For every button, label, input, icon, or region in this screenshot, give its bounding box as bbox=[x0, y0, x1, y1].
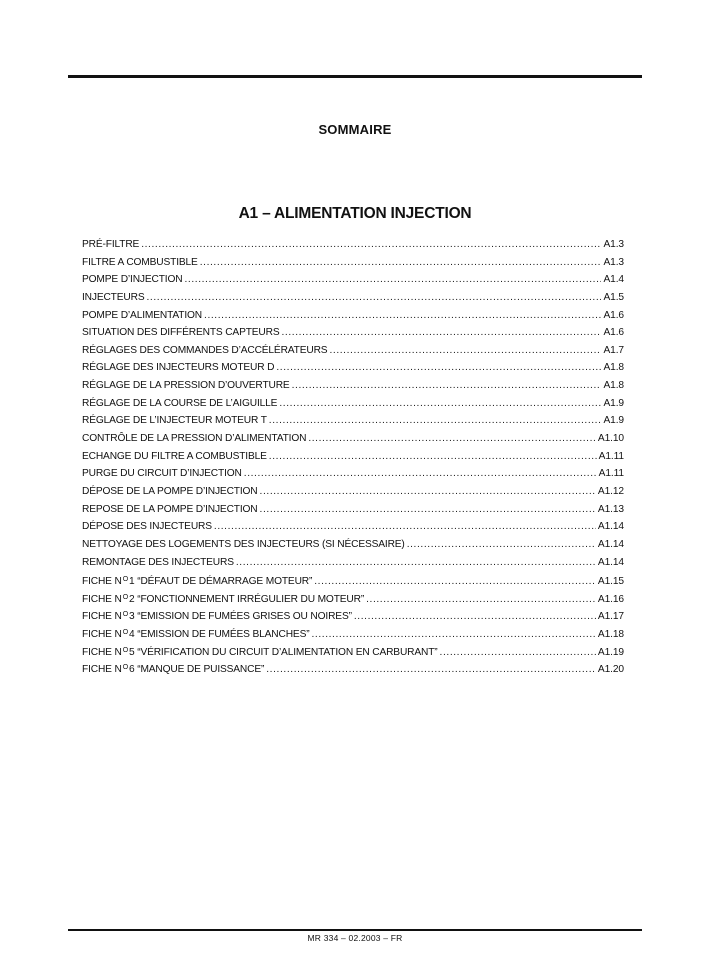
toc-entry-text: FILTRE A COMBUSTIBLE bbox=[82, 256, 198, 268]
toc-entry[interactable] bbox=[82, 307, 624, 325]
toc-entry-label bbox=[82, 483, 258, 501]
toc-entry-text: 3 “EMISSION DE FUMÉES GRISES OU NOIRES” bbox=[129, 611, 352, 623]
toc-entry-page: A1.8 bbox=[603, 380, 624, 392]
toc-entry-label bbox=[82, 430, 306, 448]
toc-entry-page: A1.9 bbox=[603, 415, 624, 427]
toc-entry-page: A1.17 bbox=[597, 611, 624, 623]
toc-entry-page: A1.11 bbox=[598, 450, 624, 462]
toc-entry[interactable] bbox=[82, 554, 624, 572]
toc-entry-label bbox=[82, 236, 139, 254]
toc-entry-text: POMPE D’ALIMENTATION bbox=[82, 309, 203, 321]
toc-entry-page: A1.14 bbox=[597, 538, 624, 550]
toc-entry-prefix: FICHE N bbox=[82, 664, 122, 676]
toc-entry[interactable] bbox=[82, 518, 624, 536]
toc-entry-text: RÉGLAGE DES INJECTEURS MOTEUR D bbox=[82, 362, 275, 374]
toc-entry-text: RÉGLAGE DE LA PRESSION D’OUVERTURE bbox=[82, 380, 290, 392]
table-of-contents bbox=[82, 236, 624, 677]
section-title: A1 – ALIMENTATION INJECTION bbox=[238, 205, 472, 222]
toc-dot-leader bbox=[269, 448, 597, 466]
toc-entry-text: 1 “DÉFAUT DE DÉMARRAGE MOTEUR” bbox=[129, 576, 313, 588]
toc-entry-page: A1.15 bbox=[597, 576, 624, 588]
toc-entry-number-sign: O bbox=[122, 576, 128, 584]
toc-entry-page: A1.5 bbox=[603, 291, 624, 303]
toc-dot-leader bbox=[276, 359, 601, 377]
toc-entry-label bbox=[82, 448, 267, 466]
footer-rule bbox=[68, 929, 642, 931]
toc-entry-page: A1.20 bbox=[597, 664, 624, 676]
toc-entry-text: CONTRÔLE DE LA PRESSION D’ALIMENTATION bbox=[82, 433, 307, 445]
toc-entry-text: 6 “MANQUE DE PUISSANCE” bbox=[129, 664, 265, 676]
toc-entry[interactable] bbox=[82, 342, 624, 360]
toc-entry-label bbox=[82, 377, 290, 395]
toc-entry-text: PURGE DU CIRCUIT D’INJECTION bbox=[82, 468, 242, 480]
toc-entry-label bbox=[82, 536, 405, 554]
toc-dot-leader bbox=[200, 254, 602, 272]
toc-entry-page: A1.6 bbox=[603, 327, 624, 339]
toc-entry-text: 2 “FONCTIONNEMENT IRRÉGULIER DU MOTEUR” bbox=[129, 593, 365, 605]
toc-entry[interactable] bbox=[82, 501, 624, 519]
toc-entry[interactable] bbox=[82, 271, 624, 289]
toc-entry-label bbox=[82, 342, 327, 360]
toc-entry[interactable] bbox=[82, 324, 624, 342]
toc-entry-page: A1.14 bbox=[597, 521, 624, 533]
toc-entry-text: DÉPOSE DE LA POMPE D’INJECTION bbox=[82, 485, 258, 497]
toc-entry[interactable] bbox=[82, 536, 624, 554]
toc-entry-text: RÉGLAGE DE L’INJECTEUR MOTEUR T bbox=[82, 415, 267, 427]
toc-dot-leader bbox=[244, 465, 597, 483]
toc-entry-page: A1.13 bbox=[597, 503, 624, 515]
toc-entry-page: A1.16 bbox=[597, 593, 624, 605]
header-rule bbox=[68, 75, 642, 78]
toc-entry-text: REMONTAGE DES INJECTEURS bbox=[82, 556, 234, 568]
toc-entry-text: REPOSE DE LA POMPE D’INJECTION bbox=[82, 503, 258, 515]
toc-entry[interactable] bbox=[82, 448, 624, 466]
toc-dot-leader bbox=[146, 289, 601, 307]
toc-entry-page: A1.14 bbox=[597, 556, 624, 568]
toc-dot-leader bbox=[236, 554, 596, 572]
toc-entry-prefix: FICHE N bbox=[82, 593, 122, 605]
toc-entry-label bbox=[82, 359, 274, 377]
toc-entry-number-sign: O bbox=[122, 593, 128, 601]
toc-entry[interactable] bbox=[82, 236, 624, 254]
toc-entry-label bbox=[82, 395, 277, 413]
toc-entry-label bbox=[82, 659, 264, 679]
toc-entry[interactable] bbox=[82, 412, 624, 430]
toc-entry-prefix: FICHE N bbox=[82, 629, 122, 641]
toc-entry-number-sign: O bbox=[122, 646, 128, 654]
toc-entry-text: 5 “VÉRIFICATION DU CIRCUIT D’ALIMENTATION EN CARBURANT” bbox=[129, 646, 438, 658]
toc-dot-leader bbox=[354, 608, 596, 626]
toc-entry-label bbox=[82, 307, 202, 325]
toc-entry-page: A1.3 bbox=[603, 256, 624, 268]
toc-entry-label bbox=[82, 518, 212, 536]
toc-entry-page: A1.6 bbox=[603, 309, 624, 321]
toc-entry[interactable] bbox=[82, 589, 624, 607]
toc-entry-label bbox=[82, 501, 258, 519]
toc-entry-prefix: FICHE N bbox=[82, 576, 122, 588]
footer-reference: MR 334 – 02.2003 – FR bbox=[307, 933, 403, 943]
toc-entry-text: PRÉ-FILTRE bbox=[82, 239, 140, 250]
toc-entry-text: RÉGLAGE DE LA COURSE DE L’AIGUILLE bbox=[82, 397, 278, 409]
toc-entry-label bbox=[82, 271, 182, 289]
toc-dot-leader bbox=[282, 324, 602, 342]
toc-entry-text: RÉGLAGES DES COMMANDES D’ACCÉLÉRATEURS bbox=[82, 344, 328, 356]
toc-entry[interactable] bbox=[82, 624, 624, 642]
toc-entry-label bbox=[82, 554, 234, 572]
toc-entry-prefix: FICHE N bbox=[82, 646, 122, 658]
toc-entry-text: 4 “EMISSION DE FUMÉES BLANCHES” bbox=[129, 629, 310, 641]
toc-entry[interactable] bbox=[82, 377, 624, 395]
toc-dot-leader bbox=[269, 412, 602, 430]
toc-entry-text: ECHANGE DU FILTRE A COMBUSTIBLE bbox=[82, 450, 267, 462]
toc-dot-leader bbox=[440, 644, 596, 662]
toc-entry[interactable] bbox=[82, 659, 624, 677]
toc-entry-page: A1.11 bbox=[598, 468, 624, 480]
toc-entry-page: A1.3 bbox=[603, 239, 624, 250]
toc-dot-leader bbox=[292, 377, 602, 395]
toc-dot-leader bbox=[260, 483, 596, 501]
toc-dot-leader bbox=[141, 236, 601, 254]
toc-entry[interactable] bbox=[82, 430, 624, 448]
document-title: SOMMAIRE bbox=[318, 122, 392, 137]
toc-entry[interactable] bbox=[82, 359, 624, 377]
toc-entry-page: A1.10 bbox=[597, 433, 624, 445]
toc-entry-text: SITUATION DES DIFFÉRENTS CAPTEURS bbox=[82, 327, 280, 339]
toc-entry-page: A1.12 bbox=[597, 485, 624, 497]
toc-dot-leader bbox=[266, 661, 596, 679]
toc-entry[interactable] bbox=[82, 483, 624, 501]
toc-dot-leader bbox=[184, 271, 601, 289]
toc-entry[interactable] bbox=[82, 395, 624, 413]
toc-dot-leader bbox=[279, 395, 601, 413]
toc-entry-page: A1.8 bbox=[603, 362, 624, 374]
toc-dot-leader bbox=[308, 430, 596, 448]
toc-dot-leader bbox=[329, 342, 601, 360]
toc-entry-page: A1.9 bbox=[603, 397, 624, 409]
toc-dot-leader bbox=[214, 518, 596, 536]
toc-entry[interactable] bbox=[82, 289, 624, 307]
toc-entry-page: A1.19 bbox=[597, 646, 624, 658]
toc-entry[interactable] bbox=[82, 254, 624, 272]
toc-entry[interactable] bbox=[82, 606, 624, 624]
toc-entry[interactable] bbox=[82, 465, 624, 483]
toc-entry-page: A1.7 bbox=[603, 344, 624, 356]
toc-entry-label bbox=[82, 254, 198, 272]
toc-entry-page: A1.18 bbox=[597, 629, 624, 641]
toc-entry-number-sign: O bbox=[122, 629, 128, 637]
toc-entry-page: A1.4 bbox=[603, 274, 624, 286]
toc-dot-leader bbox=[407, 536, 596, 554]
toc-dot-leader bbox=[260, 501, 596, 519]
toc-dot-leader bbox=[204, 307, 601, 325]
toc-entry-number-sign: O bbox=[122, 664, 128, 672]
toc-dot-leader bbox=[366, 591, 596, 609]
toc-entry-text: NETTOYAGE DES LOGEMENTS DES INJECTEURS (SI NÉCESSAIRE) bbox=[82, 538, 405, 550]
toc-entry[interactable] bbox=[82, 642, 624, 660]
toc-entry-label bbox=[82, 289, 144, 307]
toc-entry-prefix: FICHE N bbox=[82, 611, 122, 623]
toc-entry-text: INJECTEURS bbox=[82, 291, 145, 303]
toc-entry-label bbox=[82, 412, 267, 430]
toc-entry[interactable] bbox=[82, 571, 624, 589]
toc-entry-text: POMPE D’INJECTION bbox=[82, 274, 183, 286]
toc-entry-number-sign: O bbox=[122, 611, 128, 619]
toc-entry-label bbox=[82, 324, 280, 342]
toc-entry-label bbox=[82, 465, 242, 483]
toc-entry-text: DÉPOSE DES INJECTEURS bbox=[82, 521, 212, 533]
